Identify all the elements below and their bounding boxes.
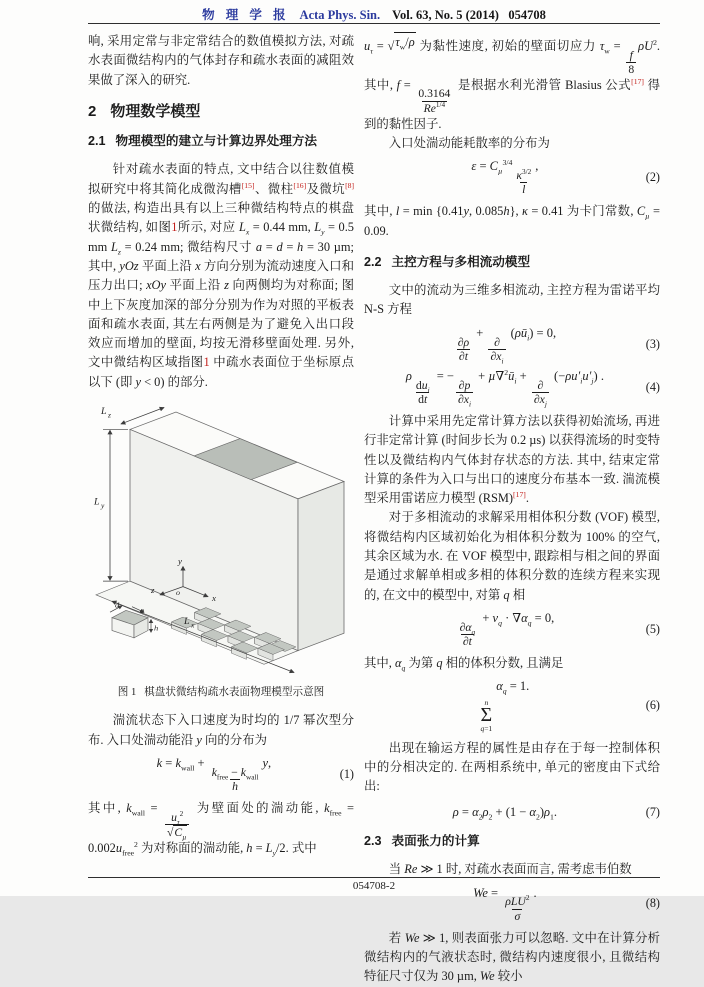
paragraph: 当 Re ≫ 1 时, 对疏水表面而言, 需考虑韦伯数 [388,862,632,877]
section-number: 2.3 [364,833,382,848]
section-heading-2-1 [88,132,354,151]
paragraph: 出现在输运方程的属性是由存在于每一控制体积中的分相决定的. 在两相系统中, 单元的密度由下式给出: [364,740,660,794]
equation-number: (8) [645,896,660,911]
dim-Lx-sub: x [191,622,195,630]
equation-number: (4) [645,379,660,394]
equation-number: (5) [645,621,660,636]
equation-7 [364,803,660,822]
right-column [364,32,660,987]
equation-4 [364,367,660,409]
paragraph: 湍流状态下入口速度为时均的 1/7 幂次型分布. 入口处湍动能沿 y 向的分布为 [88,713,354,747]
dim-Lx-label: L [184,616,190,627]
equation-body: n Σ q=1 $\alpha_q = 1$. [480,679,530,734]
equation-number: (3) [645,336,660,351]
equation-5 [364,611,660,648]
equation-6 [364,679,660,732]
issue-info: Vol. 63, No. 5 (2014) 054708 [392,8,546,22]
paragraph: 其中, $k_{wall}$ = $u_\tau^2$ √ $C_\mu$ 为壁面处的湍动能, $k_{free} = 0.002u_{free}^2$ 为对称面的湍动能, $h = L_y/2$. 式中 [88,801,354,858]
section-title: 主控方程与多相流动模型 [391,254,531,269]
figure-1 [88,402,354,702]
inset-a-label: a [140,606,145,616]
section-title: 表面张力的计算 [391,833,480,848]
paragraph: 对于多相流动的求解采用相体积分数 (VOF) 模型, 将微结构内区域初始化为相体积分数为 100% 的空气, 其余区域为水. 在 VOF 模型中, 跟踪相与相之间的界面是通过求解单相或多相的体积分数的连续方程来实现的, 在文中的模型中, 对第 q 相 [364,510,660,602]
journal-header [88,5,660,23]
equation-2 [364,159,660,196]
journal-title-cn: 物 理 学 报 [202,8,290,22]
axis-z-label: z [151,585,155,595]
dim-Lz-sub: z [108,411,111,420]
paragraph: 其中, $\alpha_q$ 为第 q 相的体积分数, 且满足 [364,656,564,673]
dim-Ly-sub: y [101,502,105,510]
section-number: 2 [88,102,97,120]
axis-x-label: x [212,593,216,604]
section-title: 物理模型的建立与计算边界处理方法 [115,134,318,149]
equation-1 [88,756,354,793]
equation-number: (1) [339,766,354,781]
equation-body: ρ $\frac{du_i}{dt}$ = − $\frac{\partial p}{\partial x_i}$ + $\mu\nabla^2ū_i$ + $\frac{\partial}{\partial x_j}$ $(-\rho u'_iu'_j)$ . [405,367,604,409]
section-heading-2 [88,102,354,121]
equation-body: $\rho = \alpha_2\rho_2 + (1 - \alpha_2)\rho_1$. [452,805,558,822]
section-number: 2.1 [88,134,106,149]
paragraph: 响, 采用定常与非定常结合的数值模拟方法, 对疏水表面微结构内的气体封存和疏水表面的减阻效果做了深入的研究. [88,34,354,87]
figure-1-schematic [88,402,354,678]
section-title: 物理数学模型 [110,102,201,120]
footer-page-number: 054708-2 [352,880,396,892]
equation-number: (7) [645,804,660,819]
paragraph: 若 We ≫ 1, 则表面张力可以忽略. 文中在计算分析微结构内的气液状态时, 微结构内速度很小, 且微结构特征尺寸仅为 30 µm, We 较小 [364,930,660,984]
equation-body: $k = k_{wall}$ + $\frac{k_{free} - k_{wall}}{h}$ y, [156,755,272,793]
equation-body: $\varepsilon = C_\mu^{3/4}$ $\frac{\kappa^{3/2}}{l}$ , [471,157,539,197]
paragraph: 文中的流动为三维多相流动, 主控方程为雷诺平均 N-S 方程 [364,283,660,317]
paragraph: $u_\tau$ = √ $\tau_w/\rho$ 为黏性速度, 初始的壁面切应力 $\tau_w$ = $\frac{f}{8}$ $\rho U^2$. 其中, f = $\frac{0.3164}{Re^{1/4}}$ 是根据水利光滑管 Blasius 公式[17] 得到的黏性因子. [364,32,660,134]
paragraph: 计算中采用先定常计算方法以获得初始流场, 再进行非定常计算 (时间步长为 0.2 µs) 以获得流场的时变特性以及微结构内气体封存状态的方法. 其中, 结束定常计算的条件为入口与出口的速度分布基本一致. 湍流模型采用雷诺应力模型 (RSM)[17]. [364,414,660,506]
section-heading-2-3 [364,832,660,851]
equation-body: $\frac{\partial\rho}{\partial t}$ + $\frac{\partial}{\partial x_i}$ $(\rho ū_i) = 0$, [457,325,557,366]
equation-body: $\frac{\partial\alpha_q}{\partial t}$ + $v_q \cdot \nabla\alpha_q = 0$, [459,610,555,648]
inset-h-label: h [154,623,159,633]
footer-rule [88,877,660,878]
slab-right-face [298,482,344,651]
axis-origin-label: o [176,588,180,597]
journal-title-en: Acta Phys. Sin. [299,8,381,22]
section-heading-2-2 [364,253,660,272]
paragraph: 入口处湍动能耗散率的分布为 [388,135,550,150]
equation-body: We = $\frac{\rho LU^2}{\sigma}$ . [473,885,537,923]
axis-y-label: y [178,556,182,566]
equation-3 [364,325,660,366]
equation-number: (6) [645,698,660,713]
section-number: 2.2 [364,254,382,269]
header-rule [88,23,660,24]
inset-d-label: d [115,600,120,610]
left-column [88,32,354,859]
dim-Ly-label: L [94,496,100,508]
dim-Lz-label: L [101,406,107,417]
equation-number: (2) [645,170,660,185]
paragraph: 针对疏水表面的特点, 文中结合以往数值模拟研究中将其简化成微沟槽[15]、微柱[16]及微坑[8]的做法, 构造出具有以上三种微结构特点的棋盘状微结构, 如图1所示, 对应 $L_x = 0.44$ mm, $L_y = 0.5$ mm $L_z = 0.24$ mm; 微结构尺寸 a = d = h = 30 µm; 其中, yOz 平面上沿 x 方向分别为流动速度入口和压力出口; xOy 平面上沿 z 向两侧均为对称面; 图中上下灰度加深的部分分别为作为对照的平板表面和疏水表面, 其左右两侧是为了避免入出口段效应而增加的壁面, 均按无滑移壁面处理. 另外, 文中微结构区域指图1 中疏水表面位于坐标原点以下 (即 y < 0) 的部分. [88,162,355,389]
figure-1-caption: 图 1 棋盘状微结构疏水表面物理模型示意图 [117,687,325,699]
paragraph: 其中, l = min {0.41y, 0.085h}, κ = 0.41 为卡门常数, $C_\mu = 0.09$. [364,204,660,238]
